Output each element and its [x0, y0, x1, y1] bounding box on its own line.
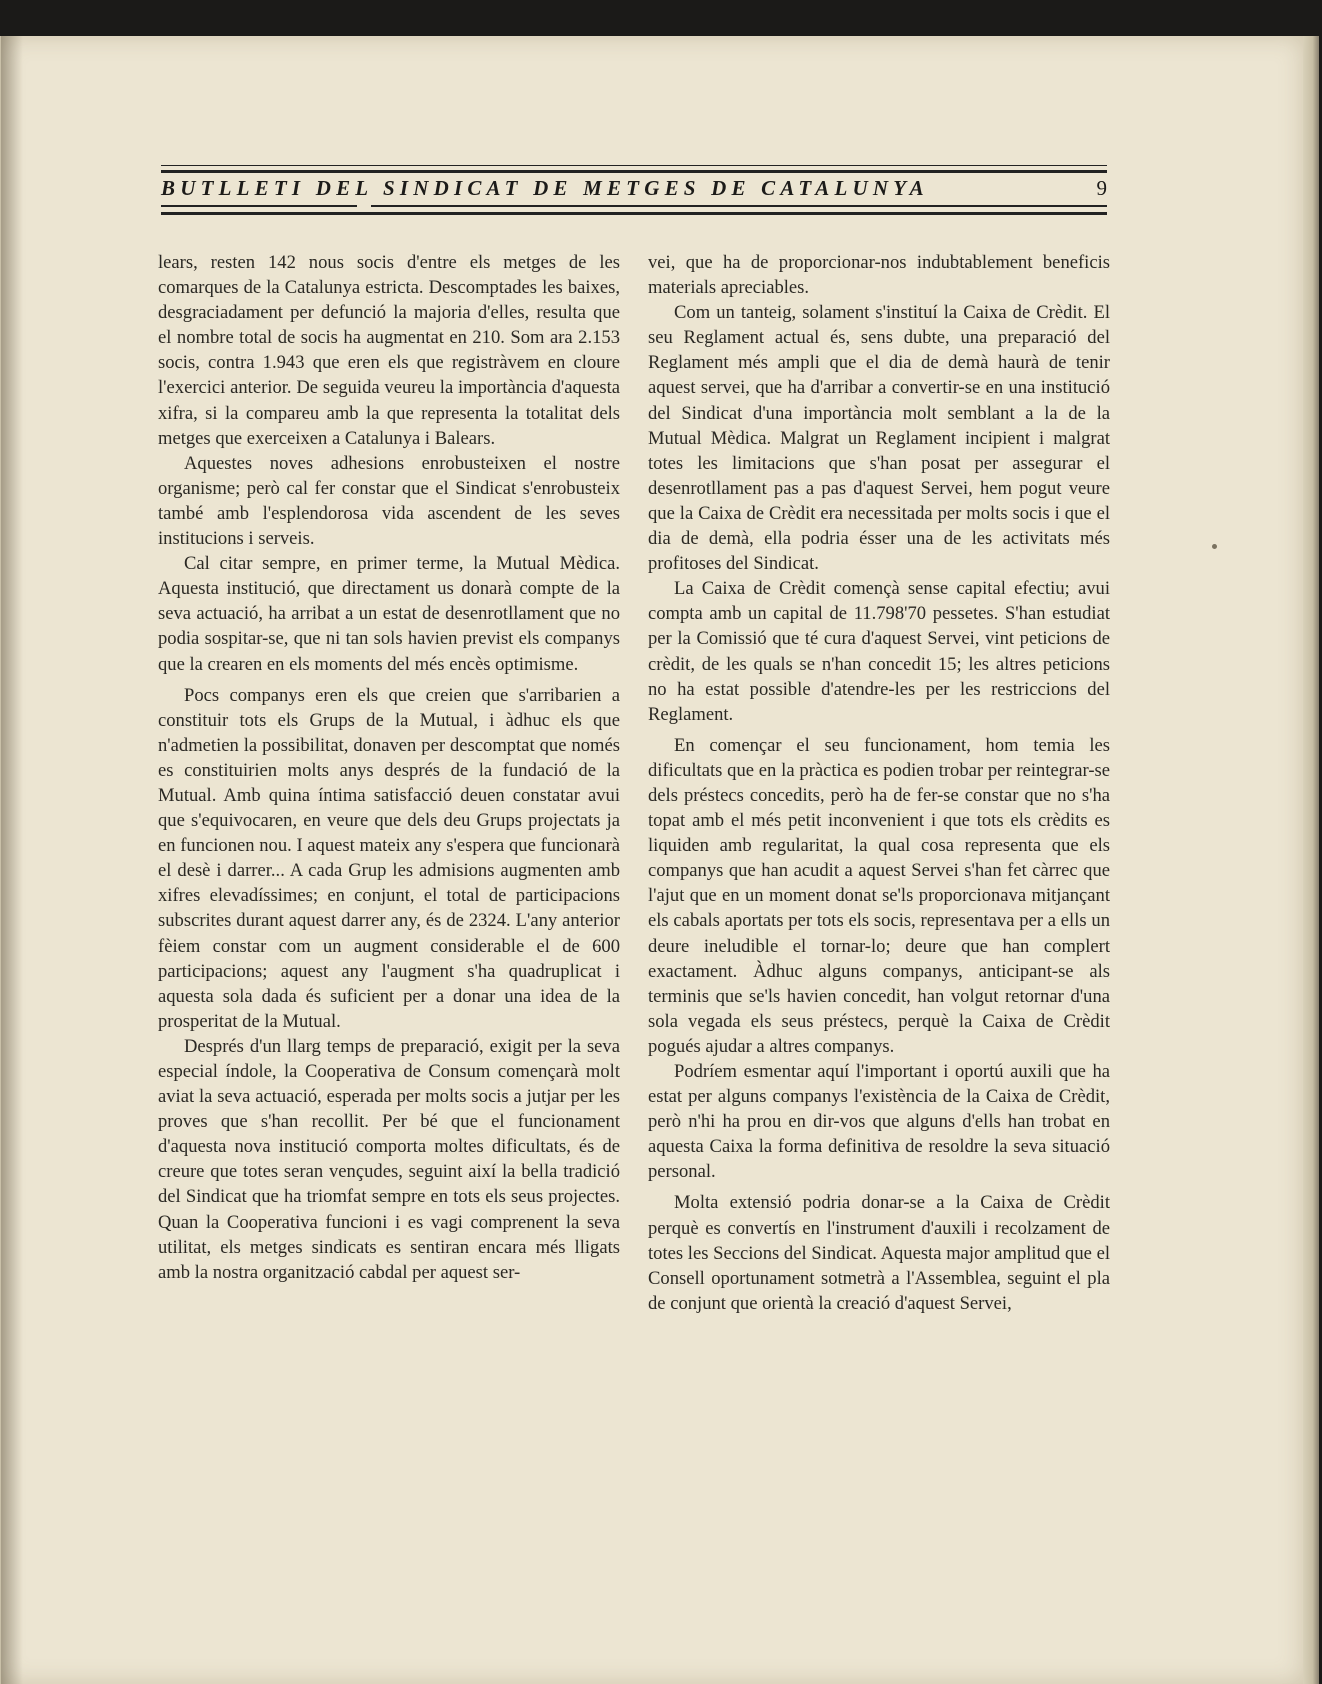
paragraph: Cal citar sempre, en primer terme, la Mutual Mèdica. Aquesta institució, que directament us donarà compte de la seva actuació, ha arribat a un estat de desenrotllament que no podia sospitar-se, que ni tan sols havien previst els companys que la crearen en els moments del més encès optimisme. — [158, 553, 620, 675]
paragraph: La Caixa de Crèdit començà sense capital efectiu; avui compta amb un capital de 11.798'70 pessetes. S'han estudiat per la Comissió que té cura d'aquest Servei, vint peticions de crèdit, de les quals se n'han concedit 15; les altres peticions no ha estat possible d'atendre-les per les restriccions del Reglament. — [648, 578, 1110, 725]
paragraph: En començar el seu funcionament, hom temia les dificultats que en la pràctica es podien trobar per reintegrar-se dels préstecs concedits, però ha de fer-se constar que no s'ha topat amb el més petit inconvenient i que tots els crèdits es liquiden amb regularitat, la qual cosa representa que els companys que han acudit a aquest Servei s'han fet càrrec que l'ajut que en un moment donat se'ls proporcionava mitjançant els cabals aportats per tots els socis, representava per a ells un deure ineludible el tornar-lo; deure que han complert exactament. Àdhuc alguns companys, anticipant-se als terminis que se'ls havien concedit, han volgut retornar d'una sola vegada els seus préstecs, perquè la Caixa de Crèdit pogués ajudar a altres companys. — [648, 734, 1110, 1057]
ink-spot — [1212, 544, 1217, 549]
running-header — [161, 132, 1107, 218]
header-bottom-short-rule-left — [161, 205, 357, 207]
left-column — [158, 250, 620, 1285]
paragraph: Molta extensió podria donar-se a la Caixa de Crèdit perquè es convertís en l'instrument d'auxili i recolzament de totes les Seccions del Sindicat. Aquesta major amplitud que el Consell oportunament sotmetrà a l'Assemblea, seguint el pla de conjunt que orientà la creació d'aquest Servei, — [648, 1192, 1110, 1314]
running-title: BUTLLETI DEL SINDICAT DE METGES DE CATALUNYA — [161, 176, 929, 200]
paragraph: Pocs companys eren els que creien que s'arribarien a constituir tots els Grups de la Mutual, i àdhuc els que n'admetien la possibilitat, donaven per descomptat que només es constituirien molts anys després de la fundació de la Mutual. Amb quina íntima satisfacció deuen constatar avui que s'equivocaren, en veure que dels deu Grups projectats ja en funcionen nou. I aquest mateix any s'espera que funcionarà el desè i darrer... A cada Grup les admisions augmenten amb xifres elevadíssimes; en conjunt, el total de participacions subscrites durant aquest darrer any, és de 2324. L'any anterior fèiem constar com un augment considerable el de 600 participacions; aquest any l'augment s'ha quadruplicat i aquesta sola dada és suficient per a donar una idea de la prosperitat de la Mutual. — [158, 684, 620, 1032]
paragraph: Podríem esmentar aquí l'important i oportú auxili que ha estat per alguns companys l'existència de la Caixa de Crèdit, però n'hi ha prou en dir-vos que alguns d'ells han trobat en aquesta Caixa la forma definitiva de resoldre la seva situació personal. — [648, 1061, 1110, 1183]
header-bottom-short-rule-right — [371, 205, 1107, 207]
binding-shadow — [1, 36, 23, 1684]
right-column — [648, 250, 1110, 1316]
paragraph: Aquestes noves adhesions enrobusteixen el nostre organisme; però cal fer constar que el Sindicat s'enrobusteix també amb l'esplendorosa vida ascendent de les seves institucions i serveis. — [158, 452, 620, 550]
header-top-thin-rule — [161, 165, 1107, 166]
document-page — [0, 36, 1303, 1684]
header-bottom-rule — [161, 212, 1107, 215]
header-top-rule — [161, 170, 1107, 173]
paragraph: Com un tanteig, solament s'instituí la Caixa de Crèdit. El seu Reglament actual és, sens dubte, una preparació del Reglament més ampli que el dia de demà haurà de tenir aquest servei, que ha d'arribar a convertir-se en una institució del Sindicat d'una importància molt semblant a la de la Mutual Mèdica. Malgrat un Reglament incipient i malgrat totes les limitacions que s'han posat per assegurar el desenrotllament pas a pas d'aquest Servei, hem pogut veure que la Caixa de Crèdit era necessitada per molts socis i que el dia de demà, ella podria ésser una de les activitats més profitoses del Sindicat. — [648, 302, 1110, 575]
body-text — [158, 250, 1110, 1510]
page-number: 9 — [1096, 176, 1107, 200]
paragraph: vei, que ha de proporcionar-nos indubtablement beneficis materials apreciables. — [648, 252, 1110, 299]
paragraph: Després d'un llarg temps de preparació, exigit per la seva especial índole, la Cooperativa de Consum començarà molt aviat la seva actuació, esperada per molts socis a jutjar per les proves que s'han recollit. Per bé que el funcionament d'aquesta nova institució comporta moltes dificultats, és de creure que totes seran vençudes, seguint així la bella tradició del Sindicat que ha triomfat sempre en tots els seus projectes. Quan la Cooperativa funcioni i es vagi comprenent la seva utilitat, els metges sindicats es sentiran encara més lligats amb la nostra organització cabdal per aquest ser- — [158, 1035, 620, 1283]
paragraph: lears, resten 142 nous socis d'entre els metges de les comarques de la Catalunya estricta. Descomptades les baixes, desgraciadament per defunció la majoria d'elles, resulta que el nombre total de socis ha augmentat en 210. Som ara 2.153 socis, contra 1.943 que eren els que registràvem en cloure l'exercici anterior. De seguida veureu la importància d'aquesta xifra, si la compareu amb la que representa la totalitat dels metges que exerceixen a Catalunya i Balears. — [158, 252, 620, 449]
page-edge — [1303, 36, 1319, 1684]
